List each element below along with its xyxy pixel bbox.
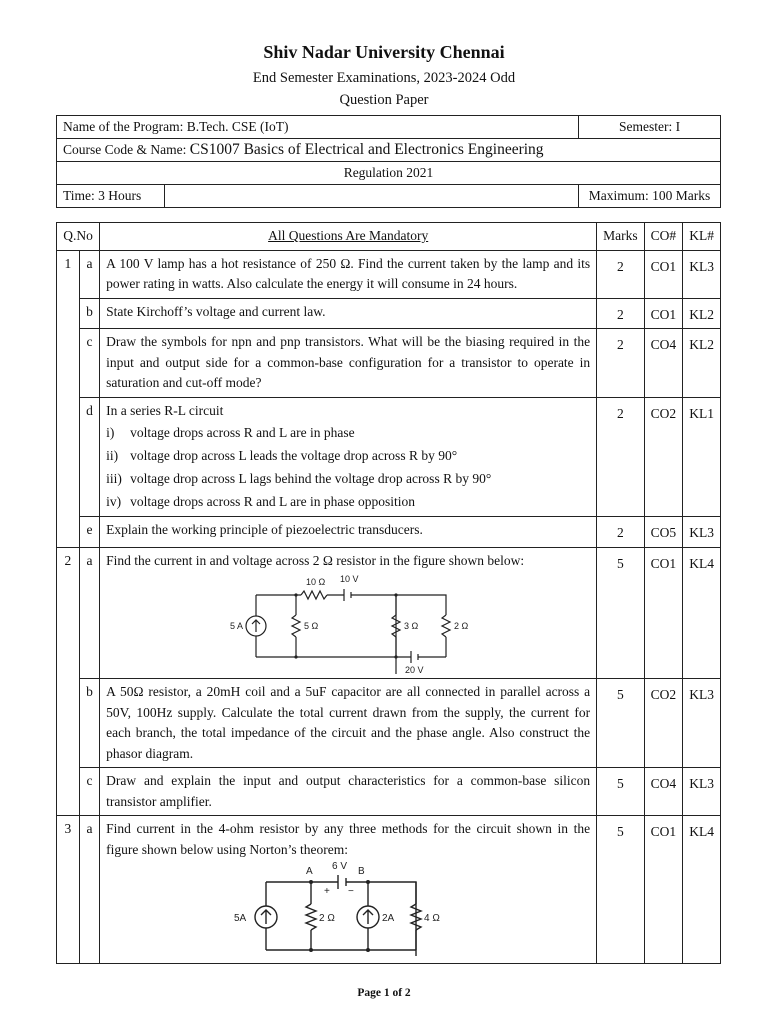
fig-plus: +: [324, 886, 330, 897]
question-text: Find the current in and voltage across 2 Ω resistor in the figure shown below: 10 Ω 10 V 5 A 5 Ω 3 Ω 2 Ω 20 V: [100, 547, 597, 679]
fig-label-src: 5 A: [230, 621, 244, 631]
questions-table: [56, 222, 721, 964]
fig-node-b: B: [358, 866, 365, 877]
fig-label-v2: 20 V: [405, 665, 424, 675]
option-iii: iii) voltage drop across L lags behind the voltage drop across R by 90°: [106, 471, 492, 486]
col-co: CO#: [644, 223, 683, 251]
question-text: Draw and explain the input and output characteristics for a common-base silicon transistor amplifier.: [100, 768, 597, 816]
exam-title: End Semester Examinations, 2023-2024 Odd: [252, 70, 516, 86]
exam-time: Time: 3 Hours: [57, 185, 165, 208]
question-number: 2: [57, 547, 80, 816]
fig-node-a: A: [306, 866, 313, 877]
fig-label-src1: 5A: [234, 913, 247, 924]
question-text: A 50Ω resistor, a 20mH coil and a 5uF capacitor are all connected in parallel across a 50V, 100Hz supply. Calculate the total current drawn from the supply, the current for each branch, the total impedance of the circuit and the phase angle. Also construct the phasor diagram.: [100, 679, 597, 768]
option-iv: iv) voltage drops across R and L are in phase opposition: [106, 494, 415, 509]
fig-label-r1: 10 Ω: [306, 577, 326, 587]
page-number: Page 1 of 2: [357, 987, 411, 999]
question-text: A 100 V lamp has a hot resistance of 250 Ω. Find the current taken by the lamp and its power rating in watts. Also calculate the energy it will consume in 24 hours.: [100, 250, 597, 298]
regulation: Regulation 2021: [57, 162, 721, 185]
option-i: i) voltage drops across R and L are in phase: [106, 425, 355, 440]
question-2c: c Draw and explain the input and output characteristics for a common-base silicon transistor amplifier. 5 CO4 KL3: [57, 768, 721, 816]
col-marks: Marks: [597, 223, 645, 251]
program-name: Name of the Program: B.Tech. CSE (IoT): [57, 116, 579, 139]
maximum-marks: Maximum: 100 Marks: [579, 185, 721, 208]
question-number: 3: [57, 816, 80, 964]
question-1b: b State Kirchoff’s voltage and current law. 2 CO1 KL2: [57, 298, 721, 329]
col-kl: KL#: [683, 223, 721, 251]
fig-label-v: 6 V: [332, 861, 348, 872]
question-text: Explain the working principle of piezoelectric transducers.: [100, 517, 597, 548]
option-ii: ii) voltage drop across L leads the voltage drop across R by 90°: [106, 448, 458, 463]
question-1c: c Draw the symbols for npn and pnp transistors. What will be the biasing required in the input and output side for a common-base configuration for a transistor to operate in saturation and cut-off mode? 2 CO4 KL2: [57, 329, 721, 398]
fig-label-r2: 4 Ω: [424, 913, 440, 924]
question-text: State Kirchoff’s voltage and current law.: [100, 298, 597, 329]
question-1a: 1 a A 100 V lamp has a hot resistance of 250 Ω. Find the current taken by the lamp and its power rating in watts. Also calculate the energy it will consume in 24 hours. 2 CO1 KL3: [57, 250, 721, 298]
circuit-figure-q3: [106, 860, 590, 960]
paper-type: Question Paper: [339, 92, 429, 108]
col-instruction: All Questions Are Mandatory: [100, 223, 597, 251]
fig-label-src2: 2A: [382, 913, 395, 924]
circuit-figure-q2: [106, 571, 590, 675]
col-qno: Q.No: [57, 223, 100, 251]
question-number: 1: [57, 250, 80, 547]
semester: Semester: I: [579, 116, 721, 139]
question-1d: d In a series R-L circuit i) voltage drops across R and L are in phase ii) voltage drop across L leads the voltage drop across R by 90° iii) voltage drop across L lags behind the voltage drop across R by 90° iv) voltage drops across R and L are in phase opposition 2 CO2 KL1: [57, 397, 721, 517]
course-info-table: [56, 115, 721, 208]
question-2a: 2 a Find the current in and voltage across 2 Ω resistor in the figure shown below: 10 Ω 10 V 5 A 5 Ω 3 Ω 2 Ω 20 V 5 CO1 KL4: [57, 547, 721, 679]
question-3a: 3 a Find current in the 4-ohm resistor by any three methods for the circuit shown in the figure shown below using Norton’s theorem: A B 6 V + − 5A 2 Ω 2A 4 Ω 5 CO1 KL4: [57, 816, 721, 964]
fig-label-r1: 2 Ω: [319, 913, 335, 924]
course-name: CS1007 Basics of Electrical and Electronics Engineering: [189, 141, 544, 158]
course-label: Course Code & Name:: [63, 142, 187, 157]
fig-label-r4: 2 Ω: [454, 621, 469, 631]
university-name: Shiv Nadar University Chennai: [263, 42, 505, 62]
question-text: Find current in the 4-ohm resistor by any three methods for the circuit shown in the figure shown below using Norton’s theorem: A B 6 V + − 5A 2 Ω 2A 4 Ω: [100, 816, 597, 964]
question-text: Draw the symbols for npn and pnp transistors. What will be the biasing required in the input and output side for a common-base configuration for a transistor to operate in saturation and cut-off mode?: [100, 329, 597, 398]
course-row: [57, 139, 721, 162]
question-1e: e Explain the working principle of piezoelectric transducers. 2 CO5 KL3: [57, 517, 721, 548]
fig-label-r2: 5 Ω: [304, 621, 319, 631]
question-2b: b A 50Ω resistor, a 20mH coil and a 5uF capacitor are all connected in parallel across a 50V, 100Hz supply. Calculate the total current drawn from the supply, the current for each branch, the total impedance of the circuit and the phase angle. Also construct the phasor diagram. 5 CO2 KL3: [57, 679, 721, 768]
fig-label-v1: 10 V: [340, 574, 359, 584]
question-text: In a series R-L circuit i) voltage drops across R and L are in phase ii) voltage drop across L leads the voltage drop across R by 90° iii) voltage drop across L lags behind the voltage drop across R by 90° iv) voltage drops across R and L are in phase opposition: [100, 397, 597, 517]
fig-minus: −: [348, 886, 354, 897]
fig-label-r3: 3 Ω: [404, 621, 419, 631]
